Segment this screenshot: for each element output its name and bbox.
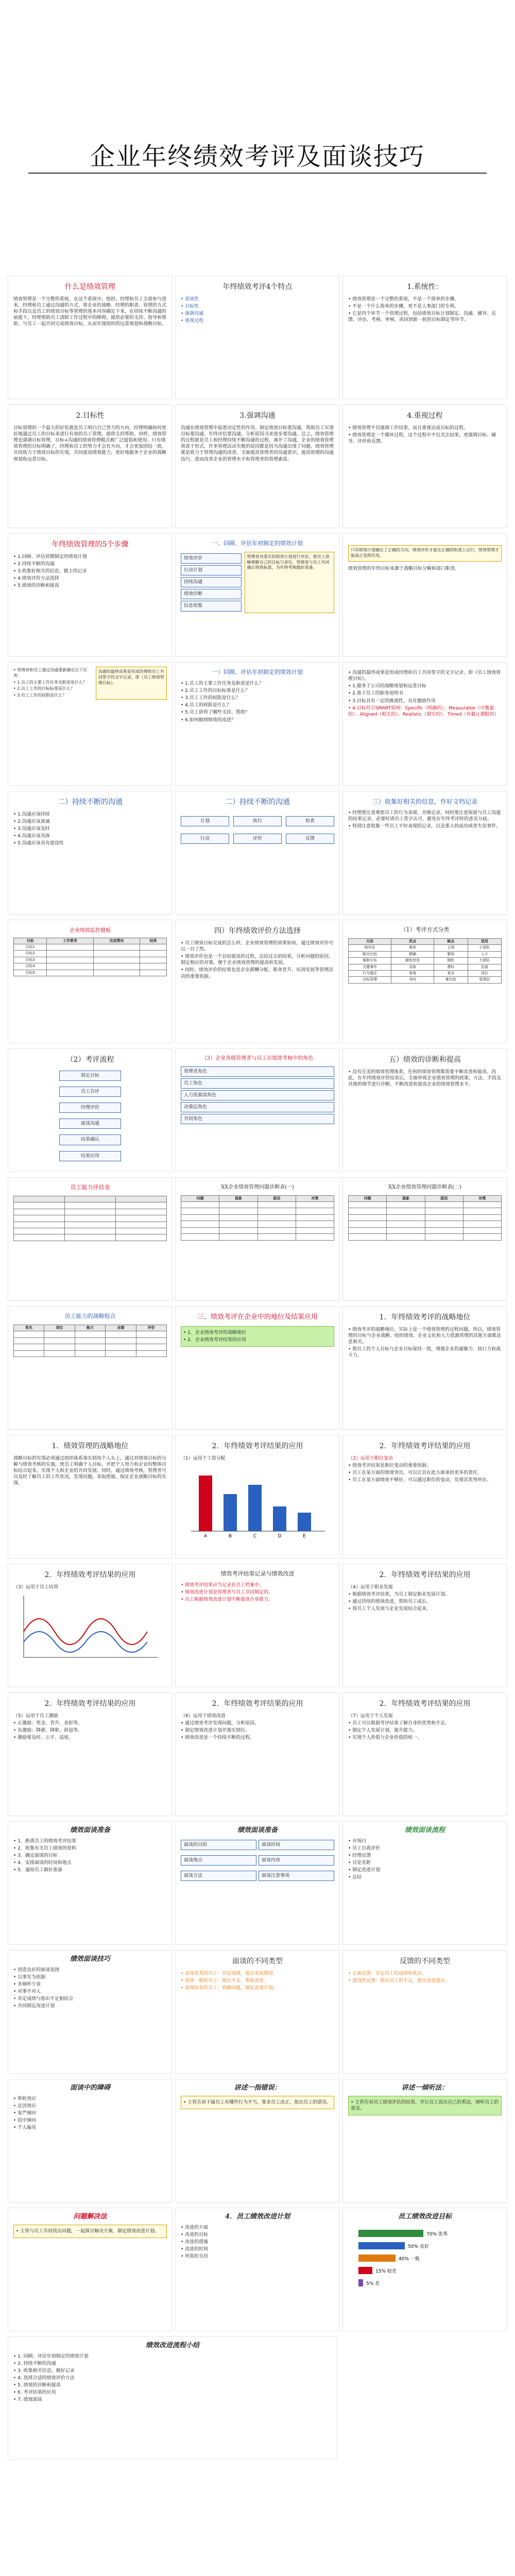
slide-title: 绩效面谈准备 bbox=[237, 1826, 278, 1834]
slide-roles bbox=[175, 1048, 340, 1172]
flow-step: 结果应用 bbox=[59, 1151, 121, 1161]
list-item: • 1.服务于公司的战略规划和远景目标 bbox=[348, 683, 502, 689]
cycle-label: 绩效评价 bbox=[181, 553, 242, 564]
slide-result-training bbox=[8, 1564, 173, 1687]
role-item: 共同角色 bbox=[181, 1114, 334, 1124]
slide-body: 战略目标的实现必须通过组织体系落实到每个人头上，通过对绩效目标的分解与绩效考核的实施，使员工明确个人目标，并把个人努力和企业的整体目标结合起来，实现个人和企业的共同发展。同时，通过绩效考核，管理者可以及时了解员工的工作状况，发现问题，采取措施，保证企业战略目标的实现。 bbox=[13, 1455, 167, 1486]
list-item: • 6. 考评结果的应用 bbox=[13, 2389, 332, 2396]
slide-title: 1.系统性： bbox=[407, 283, 443, 291]
list-item: • 2.基于员工的职务说明书 bbox=[348, 690, 502, 697]
slide-subtitle: （2）运用于职位变动 bbox=[348, 1455, 393, 1461]
slide-subtitle: （6）运用于绩效改进 bbox=[181, 1713, 226, 1719]
slide-interview-types bbox=[175, 1950, 340, 2074]
slide-title: 2．年终绩效考评结果的应用 bbox=[44, 1571, 136, 1579]
bar bbox=[273, 1506, 286, 1531]
list-item: • 绩效管理不仅强调工作结果，而且重视达成目标的过程。 bbox=[348, 425, 502, 431]
list-item: • 改进的目标 bbox=[181, 2232, 334, 2238]
combo-table: 姓名 岗位 能力 业绩 评价 bbox=[13, 1325, 167, 1357]
slide-interview-prep-2 bbox=[175, 1821, 340, 1945]
slide-title: 四）年终绩效评价方法选择 bbox=[214, 927, 301, 935]
tick-label: A bbox=[203, 1534, 208, 1539]
list-item: • 员工自我评价 bbox=[348, 1845, 502, 1852]
list-item: • 建设性反馈：指出员工的不足，提出改进建议。 bbox=[348, 1978, 502, 1984]
list-item: • 总结 bbox=[348, 1874, 502, 1880]
list-item: • 通过绩效考评发现问题，分析原因。 bbox=[181, 1720, 334, 1726]
note-box: 管理者对落实的绩效计划进行评估，使员工清晰理解自己的目标与责任，管理者与员工共同确认绩效标准，为年终考核做好准备。 bbox=[245, 552, 335, 613]
slide-monitor-template bbox=[8, 920, 173, 1043]
slide-review-plan-diagram bbox=[175, 533, 340, 657]
slide-process bbox=[342, 404, 507, 528]
slide-feedback-types bbox=[342, 1950, 507, 2074]
section-box bbox=[181, 1326, 334, 1347]
slide-title: 2．年终绩效考评结果的应用 bbox=[379, 1700, 471, 1708]
slide-capability-table bbox=[8, 1177, 173, 1301]
cycle-label: 行动计划 bbox=[181, 565, 242, 575]
slide-strategy-detail bbox=[8, 1435, 173, 1558]
slide-diag-table-1 bbox=[175, 1177, 340, 1301]
bar bbox=[358, 2267, 372, 2274]
bar-label: 70% 优秀 bbox=[426, 2231, 448, 2237]
note-box: 沟通的最终成果是形成经理和员工共同签字的文字记录，即《员工绩效管理目标》。 bbox=[96, 667, 167, 700]
slide-title: 绩效面谈技巧 bbox=[70, 1955, 110, 1963]
list-item: • 它是四个环节一个管理过程，包括绩效目标计划制定、沟通、辅导、反馈、评估、考核、审核、再回到新一轮的目标制定等环节。 bbox=[348, 311, 502, 323]
slide-result-salary bbox=[175, 1435, 340, 1558]
wave-chart bbox=[13, 1590, 163, 1668]
list-item: • 绩效评价也是一个总结提高的过程，总结过去的结果，分析问题的原因，制定相应的对策，便于企业绩效管理的提高和发展。 bbox=[181, 954, 334, 966]
slide-title: 2．年终绩效考评结果的应用 bbox=[44, 1700, 136, 1708]
prep-item: 面谈内容 bbox=[259, 1855, 334, 1866]
list-item: • 3. 收集相关信息，做好记录 bbox=[13, 2368, 332, 2374]
list-item: • 通过持续的绩效改进，帮助员工成长。 bbox=[348, 1599, 502, 1605]
list-item: • 3.收集好相关的信息、做主的记录 bbox=[13, 568, 167, 574]
list-item: • 经理要注意观察员工的行为表现，并做记录，同时要注意保留与员工沟通的结果记录，必要时请员工签字认可，避免在年终考评时的意见分歧。 bbox=[348, 810, 502, 822]
slide-title: 问题解决法 bbox=[73, 2213, 107, 2221]
slide-eval-flow bbox=[8, 1048, 173, 1172]
bar bbox=[358, 2230, 423, 2237]
tick-label: C bbox=[253, 1534, 257, 1539]
slide-interview-prep bbox=[8, 1821, 173, 1945]
slide-title: 1．年终绩效考评的战略地位 bbox=[379, 1313, 471, 1321]
list-item: • 4. 选择合适的绩效评价方法 bbox=[13, 2375, 332, 2381]
slide-title: 2．年终绩效考评结果的应用 bbox=[379, 1571, 471, 1579]
slide-title: 面谈的不同类型 bbox=[232, 1957, 283, 1965]
slide-continuous-comm bbox=[8, 791, 173, 914]
slide-comm-cycle bbox=[175, 791, 340, 914]
list-item: • 表现优秀的员工：肯定成绩，提出更高期望。 bbox=[181, 1971, 334, 1977]
cycle-node: 执行 bbox=[233, 816, 282, 826]
slide-tell-listen bbox=[342, 2079, 507, 2202]
page-title: 企业年终绩效考评及面谈技巧 bbox=[90, 142, 425, 171]
cycle-node: 检查 bbox=[286, 816, 334, 826]
slide-title: 绩效考评结果记录与绩效改进 bbox=[220, 1570, 295, 1577]
list-item: • 经理反馈 bbox=[348, 1853, 502, 1859]
prep-item: 面谈地点 bbox=[181, 1855, 256, 1866]
list-item: • 多倾听少说 bbox=[13, 1981, 167, 1988]
slide-title: 4.重视过程 bbox=[407, 412, 443, 420]
slide-title: 三）收集好相关的信息，作好文档记录 bbox=[372, 798, 477, 805]
list-item: • 根据绩效考评结果，为员工制定职业发展计划。 bbox=[348, 1591, 502, 1598]
slide-title: 年终绩效管理的5个步骤 bbox=[52, 540, 129, 549]
slide-title: 什么是绩效管理 bbox=[65, 283, 115, 291]
slide-title: 讲述一指错误： bbox=[234, 2084, 281, 2092]
slide-title: 绩效改进流程小结 bbox=[145, 2342, 199, 2349]
slide-interview-flow bbox=[342, 1821, 507, 1945]
list-item: • 讨论差距 bbox=[348, 1860, 502, 1866]
method-box bbox=[13, 2225, 167, 2238]
list-item: • 正面反馈：肯定员工的成绩和优点。 bbox=[348, 1971, 502, 1977]
cycle-node: 评价 bbox=[233, 834, 282, 844]
slide-title: 员工能力的战略组合 bbox=[64, 1313, 116, 1319]
prep-item: 面谈时间 bbox=[259, 1840, 334, 1850]
list-item: • 肯定成绩与指出不足相结合 bbox=[13, 1996, 167, 2002]
list-item: • 绩效考评结果应当记录在员工档案中。 bbox=[181, 1582, 334, 1588]
flow-step: 员工自评 bbox=[59, 1087, 121, 1097]
note-box: 只有绩效计划确定了正确的方向，绩效评价才能在正确的轨道上运行，绩效管理才能真正发挥作用。 bbox=[348, 545, 502, 562]
slide-reconfirm-tasks bbox=[8, 662, 173, 786]
slide-title: （3）企业各级管理者与员工在绩效考核中的角色 bbox=[201, 1056, 314, 1061]
list-item: • 激励要及时、公平、适度。 bbox=[13, 1735, 167, 1741]
list-item: • 主管与员工共同找出问题，一起探讨解决方案，制定绩效改进计划。 bbox=[16, 2228, 164, 2234]
list-item: • 特别注意收集一些员工平时表现的记录，以及重大的成功或者失误事件。 bbox=[348, 823, 502, 829]
goal-bar-chart bbox=[348, 2225, 497, 2297]
slide-title: 年终绩效考评4个特点 bbox=[222, 283, 293, 291]
slide-method-types bbox=[342, 920, 507, 1043]
list-item: • 5.员工获得了哪些支持、帮助？ bbox=[181, 709, 334, 716]
list-item: • 主管告诉员工绩效评估的结果，并让员工说出自己的看法，倾听员工的意见。 bbox=[351, 2099, 499, 2112]
list-item: • 5.沟通应该具有建设性 bbox=[13, 840, 167, 846]
list-item: • 沟通的最终成果是形成经理和员工共同签字的文字记录，即《员工绩效管理目标》。 bbox=[348, 670, 502, 682]
list-item: • 趋中倾向 bbox=[13, 2117, 167, 2124]
prep-item: 面谈方法 bbox=[181, 1871, 256, 1881]
bar bbox=[298, 1513, 311, 1531]
list-item: • 3．确定面谈的目标 bbox=[13, 1853, 167, 1859]
slide-eval-method bbox=[175, 920, 340, 1043]
slide-strategic-position bbox=[342, 1306, 507, 1430]
slide-subtitle: （5）运用于员工激励 bbox=[13, 1713, 58, 1719]
list-item: • 对事不对人 bbox=[13, 1989, 167, 1995]
monitor-table: 目标 工作要求 完成情况 结果 目标1 目标2 目标3 目标4 目标5 bbox=[13, 938, 167, 977]
list-item: • 绩效考评的战略地位，实际上是一个绩效管理的过程问题，所以，绩效管理的目标与企业战略、组织绩效、企业文化和人力资源管理的其他方面都息息相关。 bbox=[348, 1327, 502, 1345]
slide-collect-info bbox=[342, 791, 507, 914]
slide-title: 员工绩效改进目标 bbox=[398, 2213, 452, 2221]
list-item: • 表现一般的员工：指出不足，帮助改进。 bbox=[181, 1978, 334, 1984]
list-item: • 正激励：奖金、晋升、表彰等。 bbox=[13, 1720, 167, 1726]
list-item: • 同时，绩效评价的结果也是企业薪酬分配、职务晋升、培训发展等管理活动的重要依据。 bbox=[181, 967, 334, 979]
slide-body: 沟通在绩效管理中起着决定性的作用。制定绩效目标要沟通，帮助员工实现目标要沟通，年终评估要沟通，分析原因寻求进步要沟通。总之，绩效管理的过程就是员工和经理持续不断沟通的过程。离开了沟通，企业的绩效管理将流于形式。许多管理活动失败的原因都是因为沟通出现了问题。绩效管理就是致力于管理沟通的改善，全面提高管理者的沟通意识，提高管理的沟通技巧，进而改善企业的管理水平和管理者的管理素质。 bbox=[181, 425, 334, 462]
slide-title: （2）考评流程 bbox=[66, 1056, 114, 1064]
list-item: • 2.沟通应该真诚 bbox=[13, 819, 167, 825]
bar bbox=[199, 1476, 212, 1531]
cycle-node: 反馈 bbox=[286, 834, 334, 844]
slide-review-questions bbox=[175, 662, 340, 786]
slide-what-is-performance bbox=[8, 276, 173, 399]
flow-step: 制定目标 bbox=[59, 1071, 121, 1081]
bar-label: 50% 良好 bbox=[408, 2244, 429, 2249]
list-item: • 主管告诉下属员工有哪些行为不当，要求员工改正，指出员工的错误。 bbox=[183, 2099, 332, 2106]
slide-title: （1）考评方式分类 bbox=[400, 926, 450, 933]
list-item: • 近因效应 bbox=[13, 2103, 167, 2109]
slide-title: 1．绩效管理的战略地位 bbox=[52, 1442, 129, 1450]
salary-bar-chart bbox=[181, 1462, 330, 1539]
list-item: • 制定绩效改进计划并落实到位。 bbox=[181, 1727, 334, 1734]
role-item: 人力资源部角色 bbox=[181, 1090, 334, 1100]
slide-title: 一）回顾、评估年初制定的绩效计划 bbox=[212, 669, 303, 675]
slide-subtitle: （4）运用于职业发展 bbox=[348, 1584, 393, 1590]
list-item: • 强调沟通 bbox=[181, 311, 334, 317]
list-item: • 绩效管理是一个循环过程，这个过程中不仅关注结果，更强调目标、辅导、评价和反馈。 bbox=[348, 432, 502, 445]
list-item: • 1.回顾、评估初期制定的绩效计划 bbox=[13, 554, 167, 560]
list-item: • 3.沟通应该及时 bbox=[13, 826, 167, 832]
list-item: • 没有完美的绩效管理体系，任何的绩效管理都需要不断改善和提高。因此，在年终绩效评价结束后，全面审视企业绩效管理的政策、方法、手段及其他的细节进行诊断，不断改进和提高企业的绩效管理水平。 bbox=[348, 1069, 502, 1088]
diagnosis-table: 问题 现象 原因 对策 bbox=[181, 1195, 334, 1241]
list-item: • 2.员工工作的目标标准是什么？ bbox=[181, 688, 334, 694]
list-item: • 员工在某方面的绩效突出，可以让其在此方面承担更多的责任。 bbox=[348, 1470, 502, 1476]
list-item: • 4.绩效评价方法选择 bbox=[13, 575, 167, 582]
bar bbox=[224, 1494, 237, 1531]
slide-interview-barriers bbox=[8, 2079, 173, 2202]
list-item: • 5．通知员工做好准备 bbox=[13, 1867, 167, 1873]
list-item: • 管理者和员工通过沟通重新确定以下任务： bbox=[13, 668, 93, 679]
list-item: • 所需的支持 bbox=[181, 2253, 334, 2260]
list-item: • 员工可以根据考评结果了解自身的优势和不足。 bbox=[348, 1720, 502, 1726]
slide-result-career bbox=[342, 1564, 507, 1687]
slide-result-incentive bbox=[8, 1692, 173, 1816]
flow-step: 经理评价 bbox=[59, 1103, 121, 1113]
cycle-label: 持续沟通 bbox=[181, 577, 242, 587]
slide-result-improve bbox=[175, 1692, 340, 1816]
prep-item: 面谈注意事项 bbox=[259, 1871, 334, 1881]
slide-title: 绩效面谈准备 bbox=[70, 1826, 110, 1834]
list-item: • 员工根据绩效改进计划不断提高自身能力。 bbox=[181, 1597, 334, 1603]
list-item: • 重视过程 bbox=[181, 318, 334, 324]
list-item: • 1. 回顾、评估年初制定的绩效计划 bbox=[13, 2353, 332, 2360]
list-item: • 4.目标符合SMART原则：Specific（明确的）、Measurable（可衡量的）、Aligned（相关的）、Realistic（现实的）、Timed（有截止期限的） bbox=[348, 705, 502, 718]
list-item: • 1.沟通应该持续 bbox=[13, 811, 167, 818]
list-item: • 宽严倾向 bbox=[13, 2110, 167, 2116]
slide-title: 一、回顾、评估年初制定的绩效计划 bbox=[212, 540, 303, 547]
capability-table bbox=[13, 1196, 167, 1241]
bar-label: 15% 较差 bbox=[375, 2268, 397, 2274]
list-item: • 改进的方面 bbox=[181, 2225, 334, 2231]
list-item: • 7. 绩效面谈 bbox=[13, 2397, 332, 2403]
list-item: • 以事实为依据 bbox=[13, 1974, 167, 1980]
slide-problem-solving bbox=[8, 2208, 173, 2331]
slide-title: 二）持续不断的沟通 bbox=[225, 798, 290, 806]
list-item: • 制定个人发展计划，提升能力。 bbox=[348, 1727, 502, 1734]
slide-four-features bbox=[175, 276, 340, 399]
bar bbox=[358, 2255, 396, 2262]
slide-title: 面谈中的障碍 bbox=[70, 2084, 110, 2092]
slide-subtitle: （3）运用于员工培训 bbox=[13, 1584, 58, 1590]
list-item: • 开场白 bbox=[348, 1838, 502, 1844]
list-item: • 系统性 bbox=[181, 296, 334, 302]
list-item: • 改进的措施 bbox=[181, 2239, 334, 2245]
slide-body: 绩效管理是一个完整的系统，在这个系统中，组织、经理和员工全部参与进来，经理和员工通过沟通的方式，将企业的战略、经理的职责、管理的方式和手段以及员工的绩效目标等管理的基本内容确定下来，在持续不断沟通的前提下，经理帮助员工清除工作过程中的障碍，提供必要的支持、指导和帮助，与员工一起共同完成绩效目标，从而实现组织的远景规划和战略目标。 bbox=[13, 296, 167, 327]
list-item: • 绩效改进是一个持续不断的过程。 bbox=[181, 1735, 334, 1741]
list-item: • 负激励：降薪、降职、辞退等。 bbox=[13, 1727, 167, 1734]
slide-title: 绩效面谈流程 bbox=[404, 1826, 445, 1834]
list-item: • 6.如何做到绩效的改进？ bbox=[181, 717, 334, 723]
cycle-node: 行动 bbox=[181, 834, 229, 844]
cycle-node: 计划 bbox=[181, 816, 229, 826]
list-item: • 1．企业绩效考评的战略地位 bbox=[183, 1330, 332, 1336]
list-item: • 不是一个什么简单的步骤，更不是人事部门的专利。 bbox=[348, 303, 502, 310]
diagnosis-table: 问题 现象 原因 对策 bbox=[348, 1195, 502, 1241]
slide-capability-combo bbox=[8, 1306, 173, 1430]
slide-title: 2．年终绩效考评结果的应用 bbox=[379, 1442, 471, 1450]
table-title: 企业绩效监控模板 bbox=[70, 928, 111, 934]
bar bbox=[358, 2242, 405, 2249]
bar-label: 40% 一般 bbox=[399, 2256, 420, 2262]
flow-step: 面谈沟通 bbox=[59, 1118, 121, 1129]
slide-title: 4．员工绩效改进计划 bbox=[225, 2213, 290, 2221]
slide-plan-note bbox=[342, 533, 507, 657]
list-item: • 2．收集有关员工绩效的资料 bbox=[13, 1845, 167, 1852]
slide-title: XX企业绩效管理问题诊断表(一) bbox=[220, 1184, 295, 1190]
tick-label: E bbox=[303, 1534, 306, 1539]
slide-title: 2．年终绩效考评结果的应用 bbox=[212, 1700, 303, 1708]
slide-improve-plan bbox=[175, 2208, 340, 2331]
cover-area bbox=[0, 0, 515, 273]
list-item: • 共同制定改进计划 bbox=[13, 2003, 167, 2009]
list-item: • 员工绩效目标完成的怎么样，企业绩效管理的效果如何，通过绩效评价可以一目了然。 bbox=[181, 940, 334, 953]
slide-title: XX企业绩效管理问题诊断表(二) bbox=[388, 1184, 462, 1190]
list-item: • 个人偏见 bbox=[13, 2125, 167, 2131]
slide-communication bbox=[175, 404, 340, 528]
list-item: • 3.员工工作的权限是什么？ bbox=[13, 693, 93, 699]
cycle-label: 信息收集 bbox=[181, 601, 242, 611]
list-item: • 改进的时间 bbox=[181, 2246, 334, 2252]
slide-title: 讲述一倾听法： bbox=[401, 2084, 449, 2092]
list-item: • 2.持续不断的沟通 bbox=[13, 561, 167, 567]
slide-interview-skills bbox=[8, 1950, 173, 2074]
list-item: • 1．熟悉员工的绩效考评结果 bbox=[13, 1838, 167, 1844]
bar-label: 5% 差 bbox=[366, 2281, 380, 2286]
bar bbox=[358, 2279, 363, 2286]
slide-subtitle: （1）运用于工资分配 bbox=[181, 1455, 226, 1461]
slide-smart-goals bbox=[342, 662, 507, 786]
role-item: 决策层角色 bbox=[181, 1102, 334, 1112]
slide-goal-oriented bbox=[8, 404, 173, 528]
list-item: • 绩效管理是一个完整的系统，不是一个简单的步骤。 bbox=[348, 296, 502, 302]
tick-label: D bbox=[278, 1534, 282, 1539]
slide-title: 3.强调沟通 bbox=[239, 412, 276, 420]
list-item: • 5.绩效的诊断和提高 bbox=[13, 583, 167, 589]
slide-body: 绩效管理的年终目标来源于战略目标分解和部门职责。 bbox=[348, 566, 460, 571]
list-item: • 1.员工的主要工作任务及职责是什么？ bbox=[13, 680, 93, 686]
list-item: • 2.员工工作的目标标准是什么？ bbox=[13, 686, 93, 692]
slide-title: 二）持续不断的沟通 bbox=[58, 798, 123, 806]
list-item: • 3.员工工作的权限是什么？ bbox=[181, 695, 334, 701]
list-item: • 员工在某方面绩效不够好，可以通过职位的变动，发现其优势所在。 bbox=[348, 1477, 502, 1483]
methods-table: 方法 优点 缺点 适用 排序法 简单 主观 小团队 配对比较 精确 繁琐 人少 强制分布 避免宽容 刚性 大团队 关键事件 具体 费时 发展 行为锚定 客观 复杂 岗位 目标管理 导向 难比较 管理层 bbox=[348, 938, 502, 984]
slide-title: 五）绩效的诊断和提高 bbox=[389, 1056, 461, 1064]
prep-item: 面谈的目的 bbox=[181, 1840, 256, 1850]
slide-title: 2．年终绩效考评结果的应用 bbox=[212, 1442, 303, 1450]
list-item: • 2. 持续不断的沟通 bbox=[13, 2361, 332, 2367]
list-item: • 目标性 bbox=[181, 303, 334, 310]
slide-result-record bbox=[175, 1564, 340, 1687]
list-item: • 晕轮效应 bbox=[13, 2096, 167, 2102]
list-item: • 4.沟通应该具体 bbox=[13, 833, 167, 839]
method-box bbox=[348, 2096, 502, 2115]
role-item: 员工角色 bbox=[181, 1078, 334, 1089]
list-item: • 实现个人价值与企业价值的统一。 bbox=[348, 1735, 502, 1741]
slide-title: 反馈的不同类型 bbox=[400, 1957, 450, 1965]
tick-label: B bbox=[228, 1534, 232, 1539]
list-item: • 绩效考评结果是职位变动的重要依据。 bbox=[348, 1463, 502, 1469]
list-item: • 5. 绩效的诊断和提高 bbox=[13, 2382, 332, 2388]
bar bbox=[248, 1485, 262, 1531]
list-item: • 3.目标具有一定的挑战性，具有激励作用 bbox=[348, 698, 502, 704]
list-item: • 使员工的个人目标与企业目标保持一致，增强企业的凝聚力、执行力和战斗力。 bbox=[348, 1346, 502, 1359]
slide-result-personal bbox=[342, 1692, 507, 1816]
list-item: • 将员工个人发展与企业发展结合起来。 bbox=[348, 1606, 502, 1612]
method-box bbox=[181, 2096, 334, 2109]
list-item: • 1.员工的主要工作任务及职责是什么？ bbox=[181, 681, 334, 687]
slide-systematic bbox=[342, 276, 507, 399]
slide-five-steps bbox=[8, 533, 173, 657]
slide-title: 三、绩效考评在企业中的地位及结果应用 bbox=[197, 1313, 318, 1321]
slide-summary bbox=[8, 2336, 337, 2460]
slide-title: 2.目标性 bbox=[76, 412, 105, 420]
slide-diagnosis bbox=[342, 1048, 507, 1172]
list-item: • 制定改进计划 bbox=[348, 1867, 502, 1873]
list-item: • 2．企业绩效考评结果的应用 bbox=[183, 1337, 332, 1343]
slide-improve-goals bbox=[342, 2208, 507, 2331]
list-item: • 创造良好的面谈氛围 bbox=[13, 1967, 167, 1973]
slide-title: 员工能力评估表 bbox=[70, 1184, 110, 1191]
role-item: 管理者角色 bbox=[181, 1066, 334, 1077]
slide-body: 目标管理的一个最大的好处就是员工明白自己努力的方向，经理明确如何更好地通过员工的目标来进行有效的员工管理，提供支持帮助。同样，绩效管理也强调目标管理，目标+沟通的绩效管理模式被广泛提倡和使用。只有绩效管理的目标明确了，经理和员工的努力才会有方向，才会更加团结一致，共同致力于绩效目标的实现，共同提高绩效能力，更好地服务于企业的战略规划和远景目标。 bbox=[13, 425, 167, 462]
slide-result-position bbox=[342, 1435, 507, 1558]
slide-subtitle: （7）运用于个人发展 bbox=[348, 1713, 393, 1719]
title-divider bbox=[28, 173, 487, 174]
list-item: • 表现较差的员工：明确问题，制定改进计划。 bbox=[181, 1985, 334, 1991]
list-item: • 4．安排面谈的时间和地点 bbox=[13, 1860, 167, 1866]
list-item: • 4.员工的权限是什么？ bbox=[181, 702, 334, 708]
slide-diag-table-2 bbox=[342, 1177, 507, 1301]
cycle-label: 绩效诊断 bbox=[181, 589, 242, 599]
slide-section-3 bbox=[175, 1306, 340, 1430]
slide-tell-sell bbox=[175, 2079, 340, 2202]
list-item: • 绩效改进计划是管理者与员工共同制定的。 bbox=[181, 1589, 334, 1596]
flow-step: 结果确认 bbox=[59, 1134, 121, 1145]
